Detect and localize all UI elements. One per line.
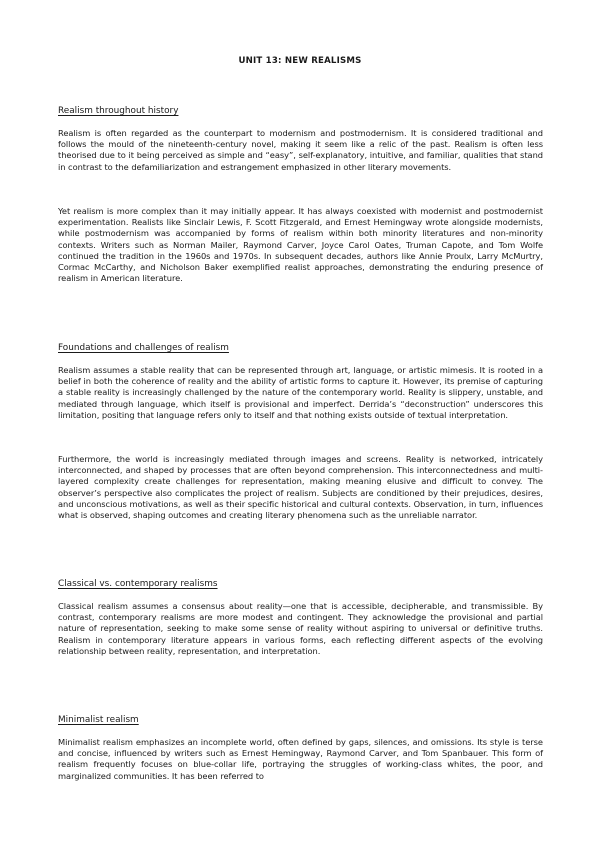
paragraph: Minimalist realism emphasizes an incomplete world, often defined by gaps, silences, and omissions. Its style is terse and concise, influenced by writers such as Ernest Hemingway, Raymond Carver, and Tom Spanbauer. This form of realism frequently focuses on blue-collar life, portraying the struggles of working-class whites, the poor, and marginalized communities. It has been referred to xyxy=(58,737,543,781)
section-heading-realism-history: Realism throughout history xyxy=(58,106,179,116)
paragraph: Classical realism assumes a consensus about reality—one that is accessible, decipherable, and transmissible. By contrast, contemporary realisms are more modest and contingent. They acknowledge the provisional and partial nature of representation, seeking to make some sense of reality without aspiring to universal or definitive truths. Realism in contemporary literature appears in various forms, each reflecting different aspects of the evolving relationship between reality, representation, and interpretation. xyxy=(58,601,543,656)
paragraph: Realism is often regarded as the counterpart to modernism and postmodernism. It is considered traditional and follows the mould of the nineteenth-century novel, making it seem like a relic of the past. Realism is often less theorised due to it being perceived as simple and “easy”, self-explanatory, intuitive, and familiar, qualities that stand in contrast to the defamiliarization and estrangement emphasized in other literary movements. xyxy=(58,128,543,172)
paragraph: Furthermore, the world is increasingly mediated through images and screens. Reality is networked, intricately interconnected, and shaped by processes that are often beyond comprehension. This interconnectedness and multi-layered complexity create challenges for representation, making meaning elusive and difficult to convey. The observer’s perspective also complicates the project of realism. Subjects are conditioned by their prejudices, desires, and unconscious motivations, as well as their specific historical and cultural contexts. Observation, in turn, influences what is observed, shaping outcomes and creating literary phenomena such as the unreliable narrator. xyxy=(58,454,543,521)
paragraph: Realism assumes a stable reality that can be represented through art, language, or artistic mimesis. It is rooted in a belief in both the coherence of reality and the ability of artistic forms to capture it. However, its premise of capturing a stable reality is increasingly challenged by the nature of the contemporary world. Reality is slippery, unstable, and mediated through language, which itself is provisional and imperfect. Derrida’s “deconstruction” underscores this limitation, positing that language refers only to itself and that nothing exists outside of textual interpretation. xyxy=(58,365,543,420)
document-title: UNIT 13: NEW REALISMS xyxy=(238,56,362,66)
section-heading-minimalist-realism: Minimalist realism xyxy=(58,715,139,725)
section-heading-classical-vs-contemporary: Classical vs. contemporary realisms xyxy=(58,579,218,589)
section-heading-foundations: Foundations and challenges of realism xyxy=(58,343,229,353)
paragraph: Yet realism is more complex than it may initially appear. It has always coexisted with modernist and postmodernist experimentation. Realists like Sinclair Lewis, F. Scott Fitzgerald, and Ernest Hemingway wrote alongside modernists, while postmodernism was accompanied by forms of realism within both minority literatures and non-minority contexts. Writers such as Norman Mailer, Raymond Carver, Joyce Carol Oates, Truman Capote, and Tom Wolfe continued the tradition in the 1960s and 1970s. In subsequent decades, authors like Annie Proulx, Larry McMurtry, Cormac McCarthy, and Nicholson Baker exemplified realist approaches, demonstrating the enduring presence of realism in American literature. xyxy=(58,206,543,284)
